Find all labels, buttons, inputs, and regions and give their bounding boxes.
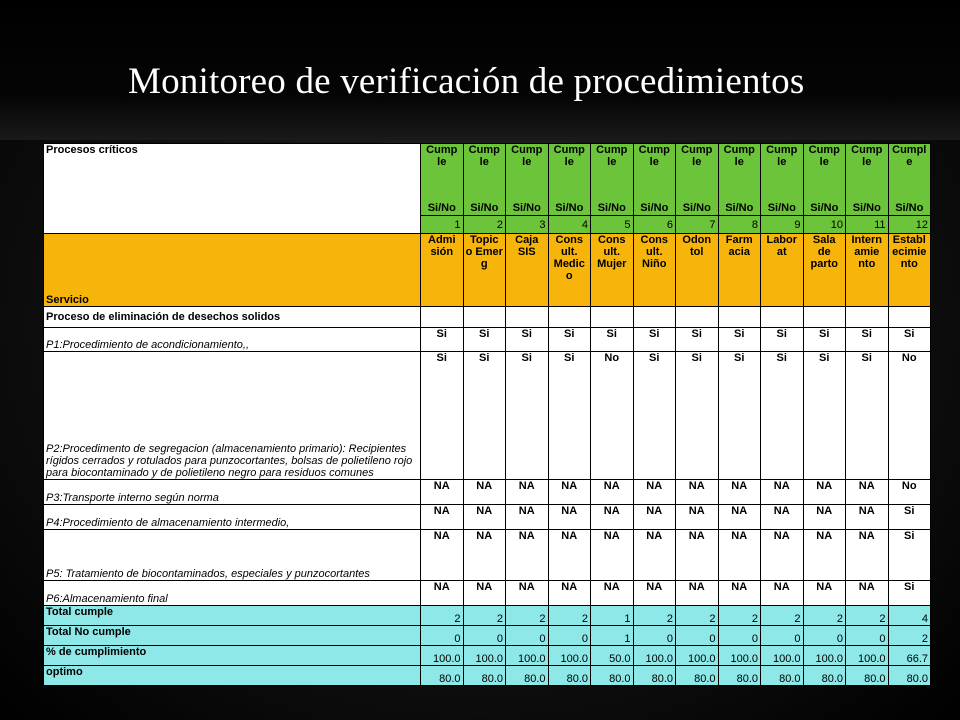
header-col-sub: Si/No — [767, 202, 796, 214]
summary-value: 100.0 — [633, 646, 676, 666]
header-col-sub: Si/No — [725, 202, 754, 214]
summary-label: optimo — [44, 666, 421, 686]
criteria-value: NA — [633, 505, 676, 530]
header-col-8 — [718, 144, 761, 216]
criteria-value: NA — [463, 581, 506, 606]
summary-value: 0 — [421, 626, 464, 646]
empty-cell — [718, 307, 761, 328]
header-col-stack — [423, 144, 461, 214]
criteria-value: NA — [591, 581, 634, 606]
criteria-value: NA — [676, 480, 719, 505]
service-name: Topic o Emer g — [463, 234, 506, 307]
summary-label: Total cumple — [44, 606, 421, 626]
header-col-sub: Si/No — [895, 202, 924, 214]
header-col-4 — [548, 144, 591, 216]
summary-value: 2 — [888, 626, 931, 646]
criteria-value: No — [591, 352, 634, 480]
criteria-value: Si — [463, 328, 506, 352]
header-col-7 — [676, 144, 719, 216]
criteria-value: Si — [888, 328, 931, 352]
summary-value: 0 — [803, 626, 846, 646]
header-col-number: 3 — [506, 216, 549, 234]
header-col-label: Cump le — [766, 144, 798, 168]
header-col-10 — [803, 144, 846, 216]
slide-title: Monitoreo de verificación de procedimientos — [128, 61, 805, 102]
service-name: Intern amie nto — [846, 234, 889, 307]
criteria-value: NA — [718, 581, 761, 606]
criteria-value: Si — [548, 352, 591, 480]
criteria-value: NA — [676, 530, 719, 581]
summary-value: 100.0 — [761, 646, 804, 666]
summary-row — [44, 606, 931, 626]
summary-value: 2 — [506, 606, 549, 626]
criteria-value: NA — [761, 505, 804, 530]
summary-value: 0 — [463, 626, 506, 646]
criteria-label: P6:Almacenamiento final — [44, 581, 421, 606]
service-row — [44, 234, 931, 307]
header-col-label: Cump le — [638, 144, 670, 168]
empty-cell — [803, 307, 846, 328]
summary-value: 80.0 — [846, 666, 889, 686]
criteria-value: Si — [803, 328, 846, 352]
empty-cell — [888, 307, 931, 328]
criteria-value: Si — [506, 352, 549, 480]
header-col-number: 5 — [591, 216, 634, 234]
criteria-value: NA — [633, 480, 676, 505]
summary-value: 0 — [506, 626, 549, 646]
section-row — [44, 307, 931, 328]
summary-value: 80.0 — [421, 666, 464, 686]
header-col-6 — [633, 144, 676, 216]
criteria-value: NA — [846, 505, 889, 530]
service-name: Admi sión — [421, 234, 464, 307]
criteria-value: NA — [761, 530, 804, 581]
summary-value: 2 — [548, 606, 591, 626]
criteria-value: Si — [633, 328, 676, 352]
criteria-value: NA — [506, 480, 549, 505]
empty-cell — [463, 307, 506, 328]
criteria-value: NA — [463, 505, 506, 530]
header-col-12 — [888, 144, 931, 216]
header-col-number: 1 — [421, 216, 464, 234]
summary-value: 0 — [633, 626, 676, 646]
header-row — [44, 144, 931, 216]
summary-value: 100.0 — [421, 646, 464, 666]
header-col-stack — [763, 144, 801, 214]
header-col-sub: Si/No — [470, 202, 499, 214]
empty-cell — [676, 307, 719, 328]
summary-value: 2 — [718, 606, 761, 626]
service-name: Caja SIS — [506, 234, 549, 307]
empty-cell — [761, 307, 804, 328]
criteria-value: NA — [761, 581, 804, 606]
empty-cell — [421, 307, 464, 328]
empty-cell — [548, 307, 591, 328]
criteria-value: NA — [548, 581, 591, 606]
criteria-value: NA — [718, 505, 761, 530]
criteria-value: NA — [463, 480, 506, 505]
header-col-label: Cump le — [808, 144, 840, 168]
summary-value: 80.0 — [591, 666, 634, 686]
header-col-label: Cump le — [426, 144, 458, 168]
header-col-sub: Si/No — [852, 202, 881, 214]
verification-table — [43, 143, 931, 686]
summary-value: 4 — [888, 606, 931, 626]
summary-value: 80.0 — [506, 666, 549, 686]
header-col-label: Cump le — [851, 144, 883, 168]
criteria-value: NA — [421, 581, 464, 606]
header-col-stack — [848, 144, 886, 214]
header-col-sub: Si/No — [640, 202, 669, 214]
header-col-sub: Si/No — [555, 202, 584, 214]
header-col-label: Cump le — [681, 144, 713, 168]
corner-title: Procesos críticos — [44, 144, 421, 234]
criteria-label: P2:Procedimento de segregacion (almacenamiento primario): Recipientes rígidos cerrados y rotulados para punzocortantes, bolsas de polietileno rojo para biocontaminado y de polietileno negro para residuos comunes — [44, 352, 421, 480]
criteria-value: NA — [633, 530, 676, 581]
criteria-value: No — [888, 480, 931, 505]
summary-value: 80.0 — [888, 666, 931, 686]
criteria-value: Si — [761, 328, 804, 352]
empty-cell — [506, 307, 549, 328]
criteria-value: Si — [463, 352, 506, 480]
summary-value: 1 — [591, 606, 634, 626]
summary-value: 2 — [463, 606, 506, 626]
criteria-value: NA — [421, 530, 464, 581]
criteria-label: P3:Transporte interno según norma — [44, 480, 421, 505]
summary-value: 80.0 — [803, 666, 846, 686]
summary-row — [44, 646, 931, 666]
criteria-value: NA — [761, 480, 804, 505]
summary-value: 80.0 — [463, 666, 506, 686]
criteria-value: No — [888, 352, 931, 480]
header-col-sub: Si/No — [810, 202, 839, 214]
criteria-value: NA — [803, 480, 846, 505]
summary-value: 0 — [761, 626, 804, 646]
header-col-number: 11 — [846, 216, 889, 234]
summary-value: 2 — [676, 606, 719, 626]
criteria-value: NA — [591, 480, 634, 505]
header-col-number: 4 — [548, 216, 591, 234]
header-col-stack — [466, 144, 504, 214]
criteria-value: NA — [846, 530, 889, 581]
criteria-row — [44, 480, 931, 505]
criteria-value: NA — [421, 505, 464, 530]
criteria-value: NA — [548, 530, 591, 581]
criteria-value: Si — [718, 328, 761, 352]
header-col-number: 10 — [803, 216, 846, 234]
header-col-number: 7 — [676, 216, 719, 234]
summary-value: 80.0 — [761, 666, 804, 686]
header-col-2 — [463, 144, 506, 216]
summary-row — [44, 626, 931, 646]
summary-row — [44, 666, 931, 686]
criteria-value: Si — [846, 328, 889, 352]
criteria-value: Si — [888, 581, 931, 606]
header-col-label: Cump le — [596, 144, 628, 168]
criteria-value: NA — [506, 505, 549, 530]
criteria-label: P5: Tratamiento de biocontaminados, especiales y punzocortantes — [44, 530, 421, 581]
service-name: Cons ult. Niño — [633, 234, 676, 307]
summary-value: 100.0 — [506, 646, 549, 666]
header-col-label: Cump le — [511, 144, 543, 168]
header-col-label: Cump le — [723, 144, 755, 168]
criteria-row — [44, 581, 931, 606]
header-col-label: Cumpl e — [892, 144, 927, 168]
summary-value: 2 — [803, 606, 846, 626]
section-title: Proceso de eliminación de desechos solidos — [44, 307, 421, 328]
criteria-row — [44, 505, 931, 530]
header-col-stack — [806, 144, 844, 214]
header-col-number: 2 — [463, 216, 506, 234]
summary-value: 0 — [548, 626, 591, 646]
criteria-value: NA — [421, 480, 464, 505]
criteria-value: Si — [633, 352, 676, 480]
summary-value: 100.0 — [846, 646, 889, 666]
header-col-sub: Si/No — [597, 202, 626, 214]
criteria-row — [44, 352, 931, 480]
criteria-value: Si — [761, 352, 804, 480]
summary-value: 80.0 — [676, 666, 719, 686]
criteria-value: Si — [676, 328, 719, 352]
summary-value: 80.0 — [548, 666, 591, 686]
summary-value: 2 — [846, 606, 889, 626]
header-col-label: Cump le — [553, 144, 585, 168]
header-col-sub: Si/No — [682, 202, 711, 214]
service-name: Sala de parto — [803, 234, 846, 307]
criteria-value: NA — [803, 530, 846, 581]
criteria-value: Si — [803, 352, 846, 480]
summary-value: 2 — [633, 606, 676, 626]
criteria-value: Si — [888, 530, 931, 581]
service-label: Servicio — [44, 234, 421, 307]
summary-value: 80.0 — [718, 666, 761, 686]
service-name: Cons ult. Mujer — [591, 234, 634, 307]
summary-value: 0 — [718, 626, 761, 646]
criteria-value: NA — [506, 530, 549, 581]
criteria-value: Si — [548, 328, 591, 352]
service-name: Establ ecimie nto — [888, 234, 931, 307]
empty-cell — [633, 307, 676, 328]
criteria-value: Si — [846, 352, 889, 480]
criteria-value: Si — [718, 352, 761, 480]
criteria-value: NA — [463, 530, 506, 581]
service-name: Labor at — [761, 234, 804, 307]
summary-value: 80.0 — [633, 666, 676, 686]
summary-value: 2 — [421, 606, 464, 626]
summary-value: 0 — [676, 626, 719, 646]
criteria-value: NA — [803, 505, 846, 530]
header-col-stack — [551, 144, 589, 214]
criteria-value: NA — [591, 530, 634, 581]
criteria-value: NA — [803, 581, 846, 606]
summary-value: 0 — [846, 626, 889, 646]
criteria-row — [44, 328, 931, 352]
header-col-sub: Si/No — [512, 202, 541, 214]
summary-value: 1 — [591, 626, 634, 646]
header-col-stack — [636, 144, 674, 214]
criteria-label: P1:Procedimiento de acondicionamiento,, — [44, 328, 421, 352]
criteria-value: NA — [676, 581, 719, 606]
header-col-5 — [591, 144, 634, 216]
header-col-stack — [891, 144, 929, 214]
header-col-3 — [506, 144, 549, 216]
empty-cell — [846, 307, 889, 328]
service-name: Odon tol — [676, 234, 719, 307]
header-col-number: 8 — [718, 216, 761, 234]
criteria-row — [44, 530, 931, 581]
summary-value: 100.0 — [463, 646, 506, 666]
summary-label: % de cumplimiento — [44, 646, 421, 666]
header-col-11 — [846, 144, 889, 216]
criteria-value: NA — [718, 530, 761, 581]
header-col-number: 12 — [888, 216, 931, 234]
summary-value: 100.0 — [803, 646, 846, 666]
summary-value: 2 — [761, 606, 804, 626]
header-col-stack — [508, 144, 546, 214]
criteria-value: NA — [591, 505, 634, 530]
criteria-value: NA — [846, 581, 889, 606]
criteria-value: NA — [846, 480, 889, 505]
criteria-label: P4:Procedimiento de almacenamiento intermedio, — [44, 505, 421, 530]
criteria-value: Si — [676, 352, 719, 480]
criteria-value: NA — [548, 505, 591, 530]
header-col-stack — [721, 144, 759, 214]
header-col-stack — [678, 144, 716, 214]
header-col-number: 6 — [633, 216, 676, 234]
header-col-1 — [421, 144, 464, 216]
criteria-value: Si — [506, 328, 549, 352]
summary-value: 100.0 — [676, 646, 719, 666]
summary-value: 66.7 — [888, 646, 931, 666]
header-col-sub: Si/No — [427, 202, 456, 214]
header-col-9 — [761, 144, 804, 216]
summary-value: 100.0 — [548, 646, 591, 666]
criteria-value: NA — [506, 581, 549, 606]
summary-value: 100.0 — [718, 646, 761, 666]
criteria-value: Si — [421, 352, 464, 480]
header-col-label: Cump le — [468, 144, 500, 168]
service-name: Farm acia — [718, 234, 761, 307]
criteria-value: Si — [421, 328, 464, 352]
criteria-value: Si — [591, 328, 634, 352]
header-col-number: 9 — [761, 216, 804, 234]
summary-value: 50.0 — [591, 646, 634, 666]
header-col-stack — [593, 144, 631, 214]
criteria-value: NA — [676, 505, 719, 530]
criteria-value: Si — [888, 505, 931, 530]
criteria-value: NA — [548, 480, 591, 505]
service-name: Cons ult. Medic o — [548, 234, 591, 307]
summary-label: Total No cumple — [44, 626, 421, 646]
empty-cell — [591, 307, 634, 328]
criteria-value: NA — [633, 581, 676, 606]
criteria-value: NA — [718, 480, 761, 505]
